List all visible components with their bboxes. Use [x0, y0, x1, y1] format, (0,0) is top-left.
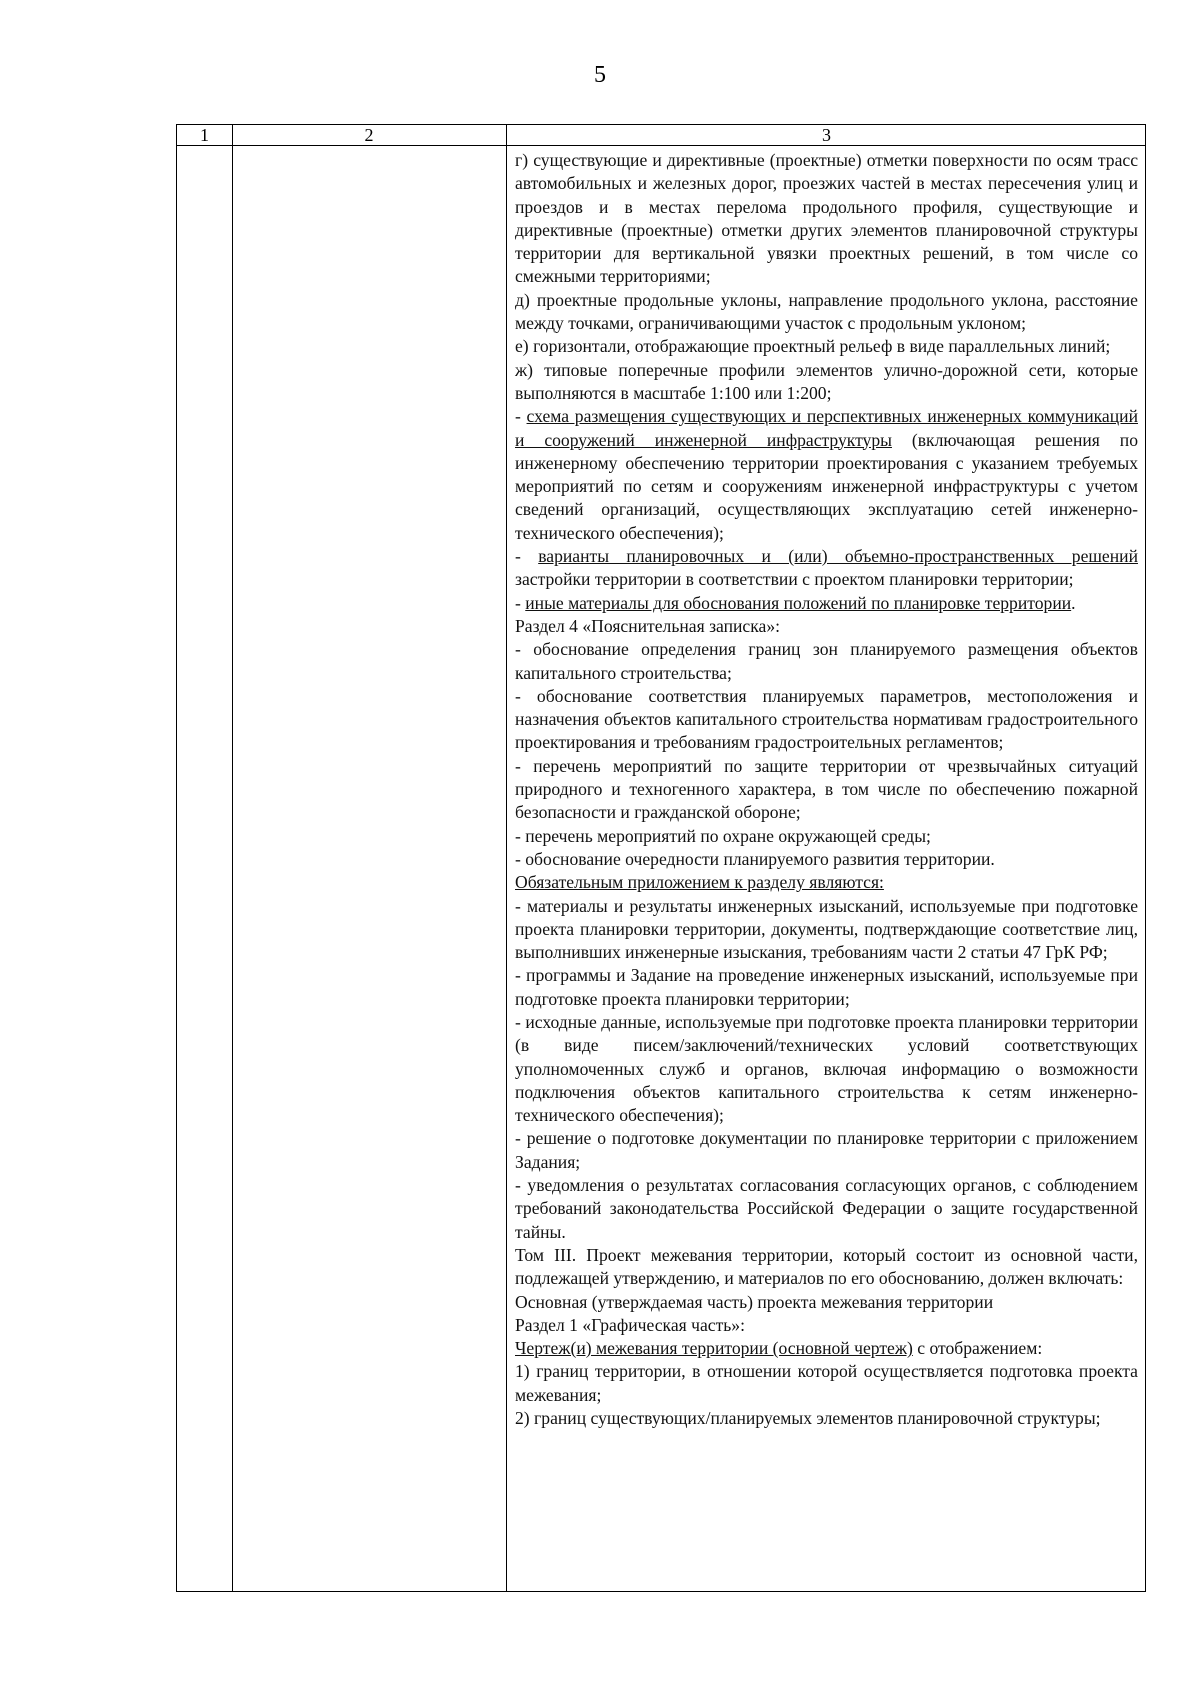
paragraph-text: д) проектные продольные уклоны, направление продольного уклона, расстояние между точками, ограничивающими участок с продольным уклоном;: [515, 289, 1138, 334]
table-paragraph: [515, 615, 1138, 638]
paragraph-text: 1) границ территории, в отношении которой осуществляется подготовка проекта межевания;: [515, 1361, 1138, 1405]
table-paragraph: [515, 289, 1138, 336]
table-paragraph: [515, 1127, 1138, 1174]
paragraph-text: Раздел 4 «Пояснительная записка»:: [515, 615, 781, 636]
paragraph-text: - обоснование очередности планируемого развития территории.: [515, 848, 995, 869]
table-paragraph: [515, 825, 1138, 848]
table-paragraph: [515, 545, 1138, 592]
table-paragraph: [515, 895, 1138, 965]
underlined-text: схема размещения существующих и перспективных инженерных коммуникаций и сооружений инженерной инфраструктуры: [515, 406, 1138, 450]
table-paragraph: [515, 1360, 1138, 1407]
paragraph-text: - материалы и результаты инженерных изысканий, используемые при подготовке проекта планировки территории, документы, подтверждающие соответствие лиц, выполнивших инженерные изыскания, требованиям части 2 статьи 47 ГрК РФ;: [515, 895, 1138, 963]
table-paragraph: [515, 592, 1138, 615]
paragraph-text: Раздел 1 «Графическая часть»:: [515, 1314, 745, 1335]
paragraph-text: застройки территории в соответствии с проектом планировки территории;: [515, 569, 1074, 590]
paragraph-text: .: [1071, 592, 1076, 613]
paragraph-text: с отображением:: [912, 1338, 1043, 1359]
table-paragraph: [515, 1244, 1138, 1291]
table-paragraph: [515, 638, 1138, 685]
paragraph-text: (включающая решения по инженерному обеспечению территории проектирования с указанием требуемых мероприятий по сетям и сооружениям инженерной инфраструктуры с учетом сведений организаций, осуществляющих эксплуатацию сетей инженерно-технического обеспечения);: [515, 429, 1139, 543]
table-paragraph: [515, 149, 1138, 289]
table-paragraph: [515, 685, 1138, 755]
table-paragraph: [515, 1174, 1138, 1244]
paragraph-text: - перечень мероприятий по защите территории от чрезвычайных ситуаций природного и техногенного характера, в том числе по обеспечению пожарной безопасности и гражданской обороне;: [515, 755, 1138, 823]
column-header-3: 3: [822, 125, 831, 145]
paragraph-text: -: [515, 406, 527, 427]
table-paragraph: [515, 964, 1138, 1011]
requirements-table: [176, 124, 1146, 1592]
column-divider: [232, 125, 233, 1591]
table-paragraph: [515, 1337, 1138, 1360]
paragraph-text: 2) границ существующих/планируемых элементов планировочной структуры;: [515, 1408, 1101, 1429]
paragraph-text: -: [515, 592, 526, 613]
paragraph-text: г) существующие и директивные (проектные) отметки поверхности по осям трасс автомобильных и железных дорог, проезжих частей в местах пересечения улиц и проездов и в местах перелома продольного профиля, существующие и директивные (проектные) отметки других элементов планировочной структуры территории для вертикальной увязки проектных решений, в том числе со смежными территориями;: [515, 150, 1138, 287]
table-paragraph: [515, 1011, 1138, 1127]
paragraph-text: -: [515, 546, 539, 567]
column-divider: [506, 125, 507, 1591]
paragraph-text: - обоснование соответствия планируемых параметров, местоположения и назначения объектов капитального строительства нормативам градостроительного проектирования и требованиям градостроительных регламентов;: [515, 685, 1138, 753]
table-paragraph: [515, 755, 1138, 825]
paragraph-text: ж) типовые поперечные профили элементов улично-дорожной сети, которые выполняются в масштабе 1:100 или 1:200;: [515, 359, 1138, 403]
paragraph-text: - перечень мероприятий по охране окружающей среды;: [515, 825, 931, 846]
underlined-text: Чертеж(и) межевания территории (основной чертеж): [515, 1338, 913, 1359]
table-paragraph: [515, 848, 1138, 871]
underlined-text: иные материалы для обоснования положений по планировке территории: [525, 592, 1072, 613]
table-paragraph: [515, 1314, 1138, 1337]
paragraph-text: - программы и Задание на проведение инженерных изысканий, используемые при подготовке проекта планировки территории;: [515, 965, 1138, 1009]
table-paragraph: [515, 359, 1138, 406]
underlined-text: варианты планировочных и (или) объемно-пространственных решений: [538, 546, 1138, 567]
column-3-content: [515, 149, 1138, 1430]
paragraph-text: - уведомления о результатах согласования согласующих органов, с соблюдением требований законодательства Российской Федерации о защите государственной тайны.: [515, 1175, 1138, 1242]
table-paragraph: [515, 335, 1138, 358]
column-header-2: 2: [364, 125, 374, 145]
page-number: 5: [594, 62, 606, 88]
underlined-text: Обязательным приложением к разделу являются:: [515, 872, 884, 893]
paragraph-text: - обоснование определения границ зон планируемого размещения объектов капитального строительства;: [515, 639, 1138, 683]
table-paragraph: [515, 1291, 1138, 1314]
paragraph-text: Основная (утверждаемая часть) проекта межевания территории: [515, 1291, 994, 1312]
table-paragraph: [515, 871, 1138, 894]
table-paragraph: [515, 405, 1138, 545]
table-paragraph: [515, 1407, 1138, 1430]
paragraph-text: Том III. Проект межевания территории, который состоит из основной части, подлежащей утверждению, и материалов по его обоснованию, должен включать:: [515, 1244, 1138, 1289]
column-header-1: 1: [200, 125, 209, 145]
header-divider: [177, 145, 1145, 146]
paragraph-text: - исходные данные, используемые при подготовке проекта планировки территории (в виде писем/заключений/технических условий соответствующих уполномоченных служб и органов, включая информацию о возможности подключения объектов капитального строительства к сетям инженерно-технического обеспечения);: [515, 1011, 1138, 1126]
paragraph-text: - решение о подготовке документации по планировке территории с приложением Задания;: [515, 1128, 1138, 1172]
paragraph-text: е) горизонтали, отображающие проектный рельеф в виде параллельных линий;: [515, 336, 1111, 357]
